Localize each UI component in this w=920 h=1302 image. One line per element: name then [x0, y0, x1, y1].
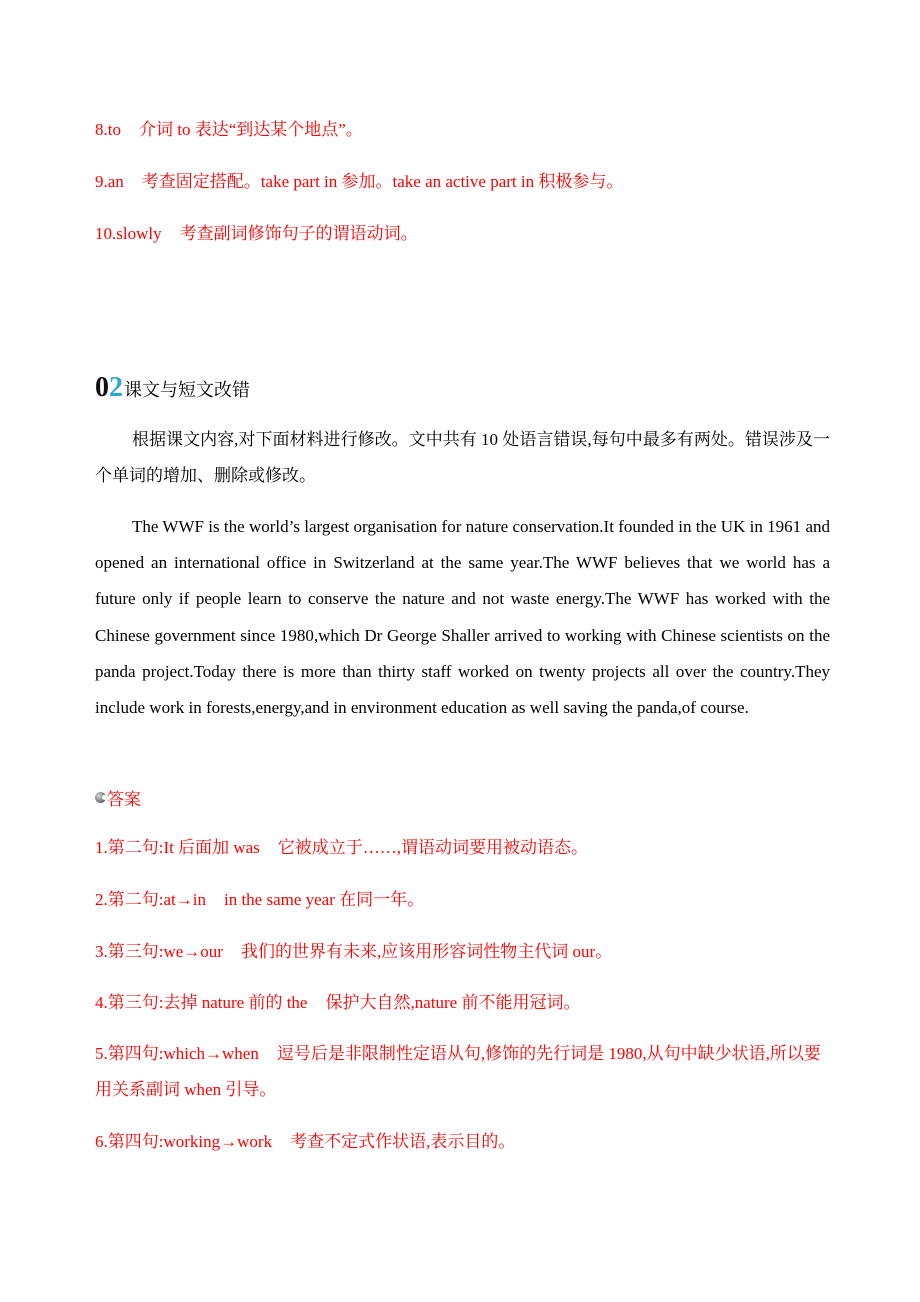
answer-key: 8.to — [95, 120, 121, 139]
answer-item-2 — [95, 890, 424, 910]
passage-text: The WWF is the world’s largest organisation for nature conservation.It founded in the UK in 1961 and opened an international office in Switzerland at the same year.The WWF believes that we world has a future only if people learn to conserve the nature and not waste energy.The WWF has worked with the Chinese government since 1980,which Dr George Shaller arrived to working with Chinese scientists on the panda project.Today there is more than thirty staff worked on twenty projects all over the country.They include work in forests,energy,and in environment education as well saving the panda,of course. — [95, 517, 830, 718]
section-number-first-digit: 0 — [95, 372, 109, 403]
answer-explanation: 它被成立于……,谓语动词要用被动语态。 — [277, 838, 589, 857]
answer-item-5 — [95, 1036, 830, 1108]
answer-key: 2.第二句:at→in — [95, 890, 206, 909]
answer-key: 5.第四句:which→when — [95, 1044, 259, 1063]
answer-explanation: 我们的世界有未来,应该用形容词性物主代词 our。 — [240, 942, 613, 961]
answer-key: 4.第三句:去掉 nature 前的 the — [95, 993, 308, 1012]
answer-explanation: 考查不定式作状语,表示目的。 — [290, 1132, 516, 1151]
answer-item-9 — [95, 172, 623, 192]
passage-paragraph — [95, 509, 830, 726]
answer-key: 3.第三句:we→our — [95, 942, 223, 961]
answer-explanation: in the same year 在同一年。 — [223, 890, 425, 909]
answer-explanation: 逗号后是非限制性定语从句,修饰的先行词是 1980,从句中缺少状语,所以要用关系副词 when 引导。 — [95, 1044, 821, 1099]
answer-bullet-icon — [95, 792, 106, 803]
answer-explanation: 考查副词修饰句子的谓语动词。 — [179, 224, 418, 243]
section-number-second-digit: 2 — [109, 372, 123, 403]
answer-key: 10.slowly — [95, 224, 162, 243]
instructions-text: 根据课文内容,对下面材料进行修改。文中共有 10 处语言错误,每句中最多有两处。错误涉及一个单词的增加、删除或修改。 — [95, 430, 830, 486]
answer-item-8 — [95, 120, 363, 140]
answer-key: 1.第二句:It 后面加 was — [95, 838, 260, 857]
section-heading — [95, 372, 250, 402]
answer-item-1 — [95, 838, 588, 858]
answer-item-10 — [95, 224, 418, 244]
answer-key: 6.第四句:working→work — [95, 1132, 273, 1151]
answer-heading-label: 答案 — [107, 790, 141, 809]
answer-key: 9.an — [95, 172, 124, 191]
answer-explanation: 考查固定搭配。take part in 参加。take an active part in 积极参与。 — [141, 172, 624, 191]
instructions-paragraph — [95, 422, 830, 494]
section-title: 课文与短文改错 — [124, 380, 250, 400]
answer-item-6 — [95, 1132, 515, 1152]
answer-explanation: 保护大自然,nature 前不能用冠词。 — [325, 993, 581, 1012]
answer-explanation: 介词 to 表达“到达某个地点”。 — [138, 120, 363, 139]
answer-item-3 — [95, 942, 612, 962]
answer-item-4 — [95, 993, 580, 1013]
answer-heading — [95, 785, 141, 810]
